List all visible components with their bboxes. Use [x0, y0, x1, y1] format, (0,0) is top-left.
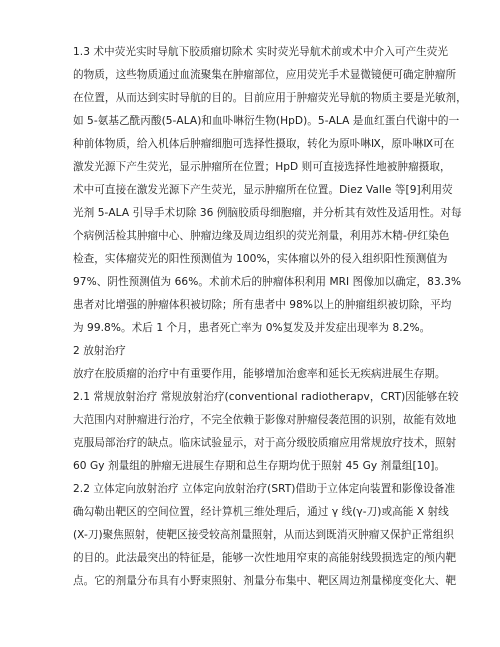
text-line: 激发光源下产生荧光，显示肿瘤所在位置；HpD 则可直接选择性地被肿瘤摄取， — [73, 161, 451, 173]
text-line: 个病例活检其肿瘤中心、肿瘤边缘及周边组织的荧光剂量，利用苏木精-伊红染色 — [73, 230, 450, 242]
text-line: 97%、阴性预测值为 66%。术前术后的肿瘤体积利用 MRI 图像加以确定，83.3% — [73, 276, 462, 288]
text-line: 检查，实体瘤荧光的阳性预测值为 100%，实体瘤以外的侵入组织阳性预测值为 — [73, 253, 448, 265]
text-line: 如 5-氨基乙酰丙酸(5-ALA)和血卟啉衍生物(HpD)。5-ALA 是血红蛋白代谢中的一 — [73, 115, 460, 127]
text-line: 1.3 术中荧光实时导航下胶质瘤切除术 实时荧光导航术前或术中介入可产生荧光 — [73, 46, 449, 58]
text-line: 在位置，从而达到实时导航的目的。目前应用于肿瘤荧光导航的物质主要是光敏剂， — [73, 92, 467, 104]
text-line: 点。它的剂量分布具有小野束照射、剂量分布集中、靶区周边剂量梯度变化大、靶 — [73, 575, 457, 587]
text-line: 克服局部治疗的缺点。临床试验显示，对于高分级胶质瘤应用常规放疗技术，照射 — [73, 437, 457, 449]
text-line: 2.1 常规放射治疗 常规放射治疗(conventional radiotherapv，CRT)因能够在较 — [73, 391, 459, 403]
text-line: 放疗在胶质瘤的治疗中有重要作用，能够增加治愈率和延长无疾病进展生存期。 — [73, 368, 446, 380]
text-line: 大范围内对肿瘤进行治疗，不完全依赖于影像对肿瘤侵袭范围的识别，故能有效地 — [73, 414, 457, 426]
section-heading: 2 放射治疗 — [73, 345, 126, 357]
text-line: 的物质，这些物质通过血流聚集在肿瘤部位，应用荧光手术显微镜便可确定肿瘤所 — [73, 69, 457, 81]
text-line: 患者对比增强的肿瘤体积被切除；所有患者中 98%以上的肿瘤组织被切除，平均 — [73, 299, 452, 311]
text-line: 光剂 5-ALA 引导手术切除 36 例脑胶质母细胞瘤，并分析其有效性及适用性。对每 — [73, 207, 462, 219]
text-line: 2.2 立体定向放射治疗 立体定向放射治疗(SRT)借助于立体定向装置和影像设备准 — [73, 483, 456, 495]
text-line: 术中可直接在激发光源下产生荧光，显示肿瘤所在位置。Diez Valle 等[9]利用荧 — [73, 184, 453, 196]
text-line: 确勾勒出靶区的空间位置，经计算机三维处理后，通过 γ 线(γ-刀)或高能 X 射线 — [73, 506, 449, 518]
text-line: 的目的。此法最突出的特征是，能够一次性地用窄束的高能射线毁损选定的颅内靶 — [73, 552, 457, 564]
text-line: (X-刀)聚焦照射，使靶区接受较高剂量照射，从而达到既消灭肿瘤又保护正常组织 — [73, 529, 454, 541]
text-line: 60 Gy 剂量组的肿瘤无进展生存期和总生存期均优于照射 45 Gy 剂量组[10]。 — [73, 460, 446, 472]
text-line: 为 99.8%。术后 1 个月，患者死亡率为 0%复发及并发症出现率为 8.2%。 — [73, 322, 431, 334]
text-line: 种前体物质，给入机体后肿瘤细胞可选择性摄取，转化为原卟啉Ⅸ，原卟啉Ⅸ可在 — [73, 138, 455, 150]
